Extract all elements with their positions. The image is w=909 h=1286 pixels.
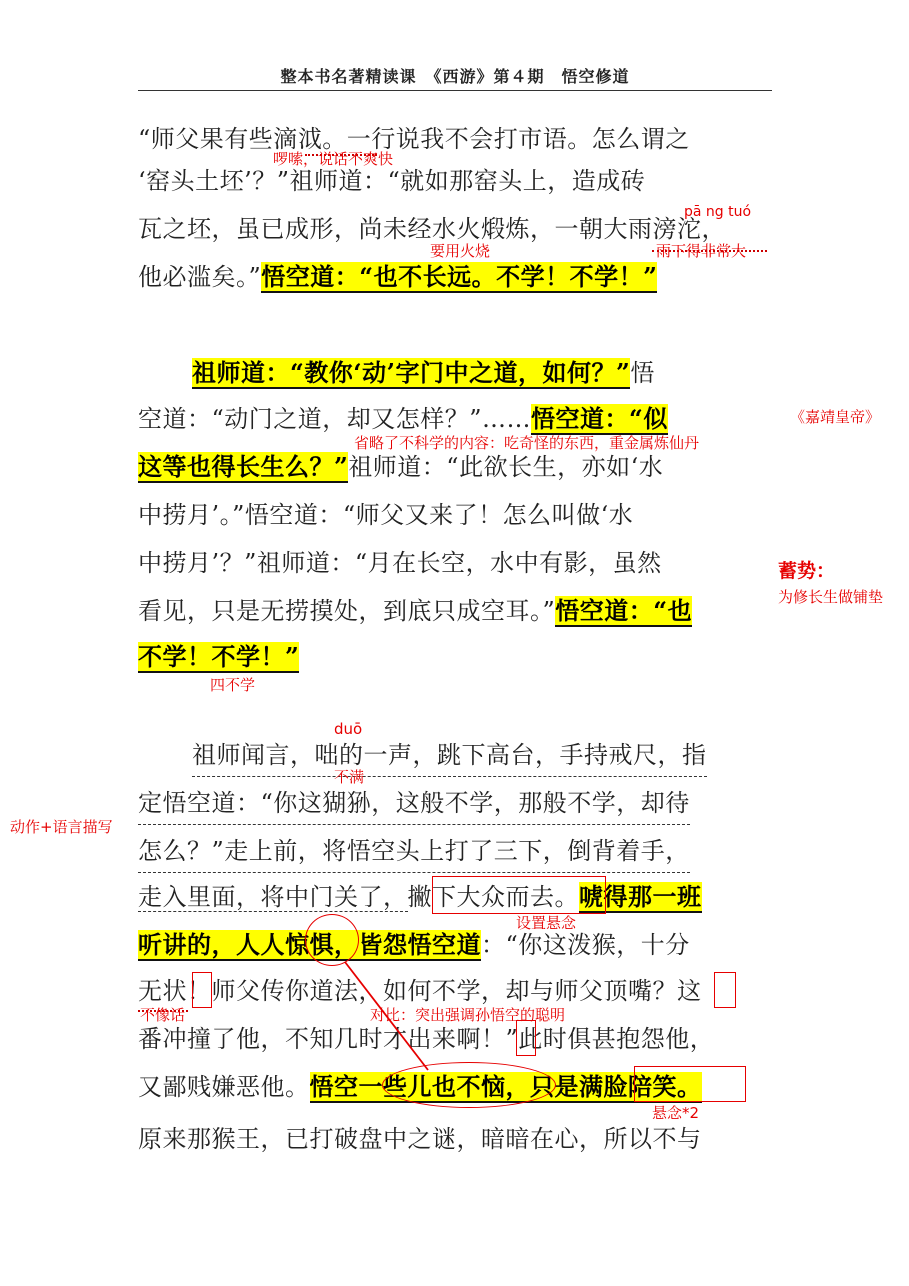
text-line: 中捞月’。”悟空道：“师父又来了！怎么叫做‘水	[138, 501, 634, 529]
annotation-note: 《嘉靖皇帝》	[790, 408, 881, 426]
text-line: 原来那猴王，已打破盘中之谜，暗暗在心，所以不与	[138, 1125, 702, 1153]
highlighted-phrase: 听讲的，人人惊惧，皆怨悟空道	[138, 930, 481, 959]
annotation-note: 不像话	[140, 1006, 186, 1024]
pinyin-note: duō	[334, 720, 363, 738]
highlighted-phrase: 悟空一些儿也不恼，只是满脸陪笑。	[309, 1072, 702, 1101]
highlighted-quote: 悟空道：“也	[555, 596, 693, 625]
annotation-note: 对比：突出强调孙悟空的聪明	[370, 1006, 566, 1024]
text-segment: 他必滥矣。”	[138, 263, 262, 291]
annotation-note: 不满	[334, 768, 365, 786]
text-line: ‘窑头土坯’？”祖师道：“就如那窑头上，造成砖	[138, 167, 646, 195]
text-line: 祖师闻言，咄的一声，跳下高台，手持戒尺，指	[192, 734, 707, 777]
page-header: 整本书名著精读课 《西游》第４期 悟空修道	[280, 67, 630, 86]
text-segment: 走入里面，将中门关了，	[138, 883, 408, 911]
annotation-note: 要用火烧	[430, 242, 491, 260]
text-line: “师父果有些滴泧。一行说我不会打市语。怎么谓之	[138, 125, 690, 153]
annotation-note: 悬念*2	[652, 1104, 700, 1122]
text-segment: 空道：“动门之道，却又怎样？”……	[138, 405, 532, 433]
text-segment: 祖师道：“此欲长生，亦如‘水	[348, 453, 664, 481]
text-line: 瓦之坯，虽已成形，尚未经水火煅炼，一朝大雨滂沱，	[138, 215, 726, 243]
annotation-note: 蓄势：	[778, 560, 836, 582]
highlighted-quote: 悟空道：“也不长远。不学！不学！”	[261, 262, 658, 291]
text-segment: 悟	[630, 359, 655, 387]
annotation-note: 啰嗦，说话不爽快	[273, 150, 394, 168]
text-line: 定悟空道：“你这猢狲，这般不学，那般不学，却待	[138, 782, 690, 825]
highlighted-quote: 祖师道：“教你‘动’字门中之道，如何？”	[192, 358, 631, 387]
annotation-note: 动作+语言描写	[10, 818, 113, 836]
highlighted-phrase: 唬得那一班	[579, 882, 702, 911]
text-line: 番冲撞了他，不知几时才出来啊！”此时俱甚抱怨他，	[138, 1025, 715, 1053]
text-segment: ：“你这泼猴，十分	[481, 931, 690, 959]
text-line: 无状！师父传你道法，如何不学，却与师父顶嘴？这	[138, 977, 702, 1005]
annotation-note: 设置悬念	[516, 914, 577, 932]
highlighted-quote: 这等也得长生么？”	[138, 452, 349, 481]
text-line: 中捞月’？”祖师道：“月在长空，水中有影，虽然	[138, 549, 662, 577]
text-line: 怎么？”走上前，将悟空头上打了三下，倒背着手，	[138, 830, 690, 873]
annotation-note: 为修长生做铺垫	[778, 588, 884, 606]
highlighted-quote: 不学！不学！”	[138, 642, 300, 671]
highlighted-quote: 悟空道：“似	[531, 404, 668, 433]
annotation-note: 四不学	[210, 676, 256, 694]
annotation-note: 雨下得非常大	[656, 242, 747, 260]
text-segment: 看见，只是无捞摸处，到底只成空耳。”	[138, 597, 556, 625]
text-segment: 又鄙贱嫌恶他。	[138, 1073, 310, 1101]
text-segment: 。	[554, 883, 579, 911]
annotation-note: 省略了不科学的内容：吃奇怪的东西，重金属炼仙丹	[354, 434, 700, 452]
pinyin-note: pā ng tuó	[684, 204, 752, 220]
boxed-phrase: 撇下大众而去	[407, 883, 555, 911]
